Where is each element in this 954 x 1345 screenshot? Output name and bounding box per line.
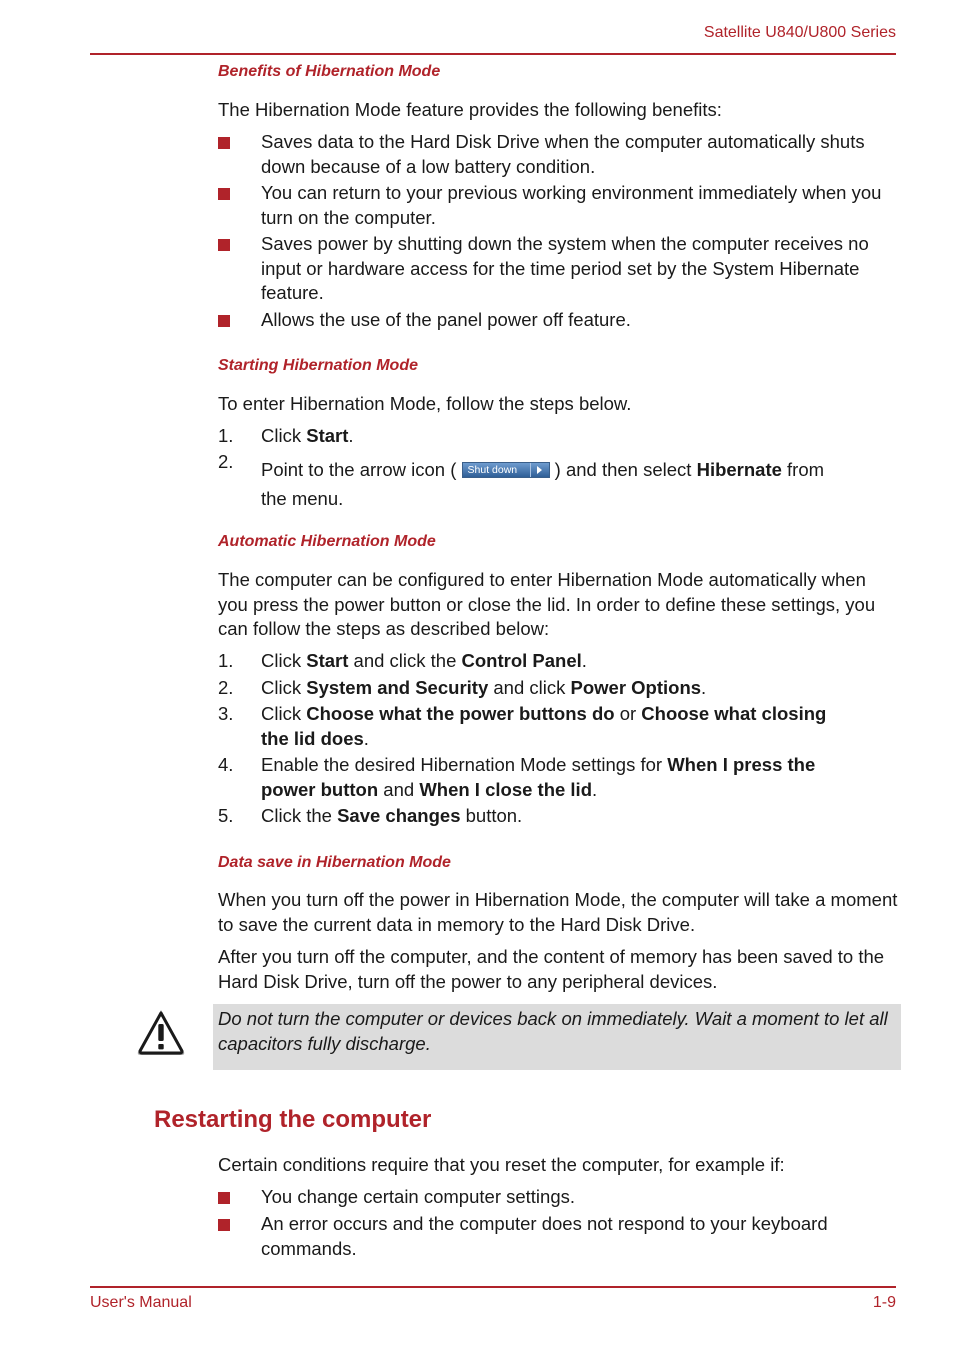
footer-manual-label: User's Manual (90, 1294, 192, 1311)
bullet-square-icon (218, 1192, 230, 1204)
bullet-square-icon (218, 188, 230, 200)
header-rule (90, 53, 896, 55)
section-heading-restarting: Restarting the computer (154, 1106, 432, 1133)
data-save-paragraph-1: When you turn off the power in Hibernation Mode, the computer will take a moment to save the current data in memory to the Hard Disk Drive. (218, 889, 898, 935)
section-title-benefits: Benefits of Hibernation Mode (218, 63, 441, 80)
list-item-text: You can return to your previous working environment immediately when you turn on the computer. (261, 182, 882, 228)
restarting-intro: Certain conditions require that you reset the computer, for example if: (218, 1154, 785, 1175)
step-number: 2. (218, 451, 234, 472)
list-item-text: Allows the use of the panel power off feature. (261, 309, 631, 330)
note-text: Do not turn the computer or devices back on immediately. Wait a moment to let all capacitors fully discharge. (218, 1008, 888, 1054)
page-number: 1-9 (872, 1294, 896, 1311)
arrow-right-icon (530, 463, 549, 477)
shut-down-button-image: Shut down (462, 462, 550, 478)
automatic-intro: The computer can be configured to enter Hibernation Mode automatically when you press the power button or close the lid. In order to define these settings, you can follow the steps as described below: (218, 569, 876, 639)
bullet-square-icon (218, 239, 230, 251)
warning-triangle-icon (135, 1006, 187, 1058)
bullet-square-icon (218, 1219, 230, 1231)
list-item-text: Saves data to the Hard Disk Drive when the computer automatically shuts down because of a low battery condition. (261, 131, 865, 177)
step-number: 1. (218, 425, 234, 446)
running-header: Satellite U840/U800 Series (703, 24, 896, 41)
data-save-paragraph-2: After you turn off the computer, and the content of memory has been saved to the Hard Disk Drive, turn off the power to any peripheral devices. (218, 946, 885, 992)
footer-rule (90, 1286, 896, 1288)
section-title-automatic: Automatic Hibernation Mode (218, 533, 436, 550)
section-title-starting: Starting Hibernation Mode (218, 357, 418, 374)
benefits-intro: The Hibernation Mode feature provides the following benefits: (218, 99, 722, 120)
bullet-square-icon (218, 137, 230, 149)
list-item-text: Saves power by shutting down the system when the computer receives no input or hardware access for the time period set by the System Hibernate feature. (261, 233, 869, 303)
bullet-square-icon (218, 315, 230, 327)
list-item-text: An error occurs and the computer does not respond to your keyboard commands. (261, 1213, 828, 1259)
section-title-data-save: Data save in Hibernation Mode (218, 854, 451, 871)
starting-intro: To enter Hibernation Mode, follow the steps below. (218, 393, 632, 414)
list-item-text: You change certain computer settings. (261, 1186, 576, 1207)
